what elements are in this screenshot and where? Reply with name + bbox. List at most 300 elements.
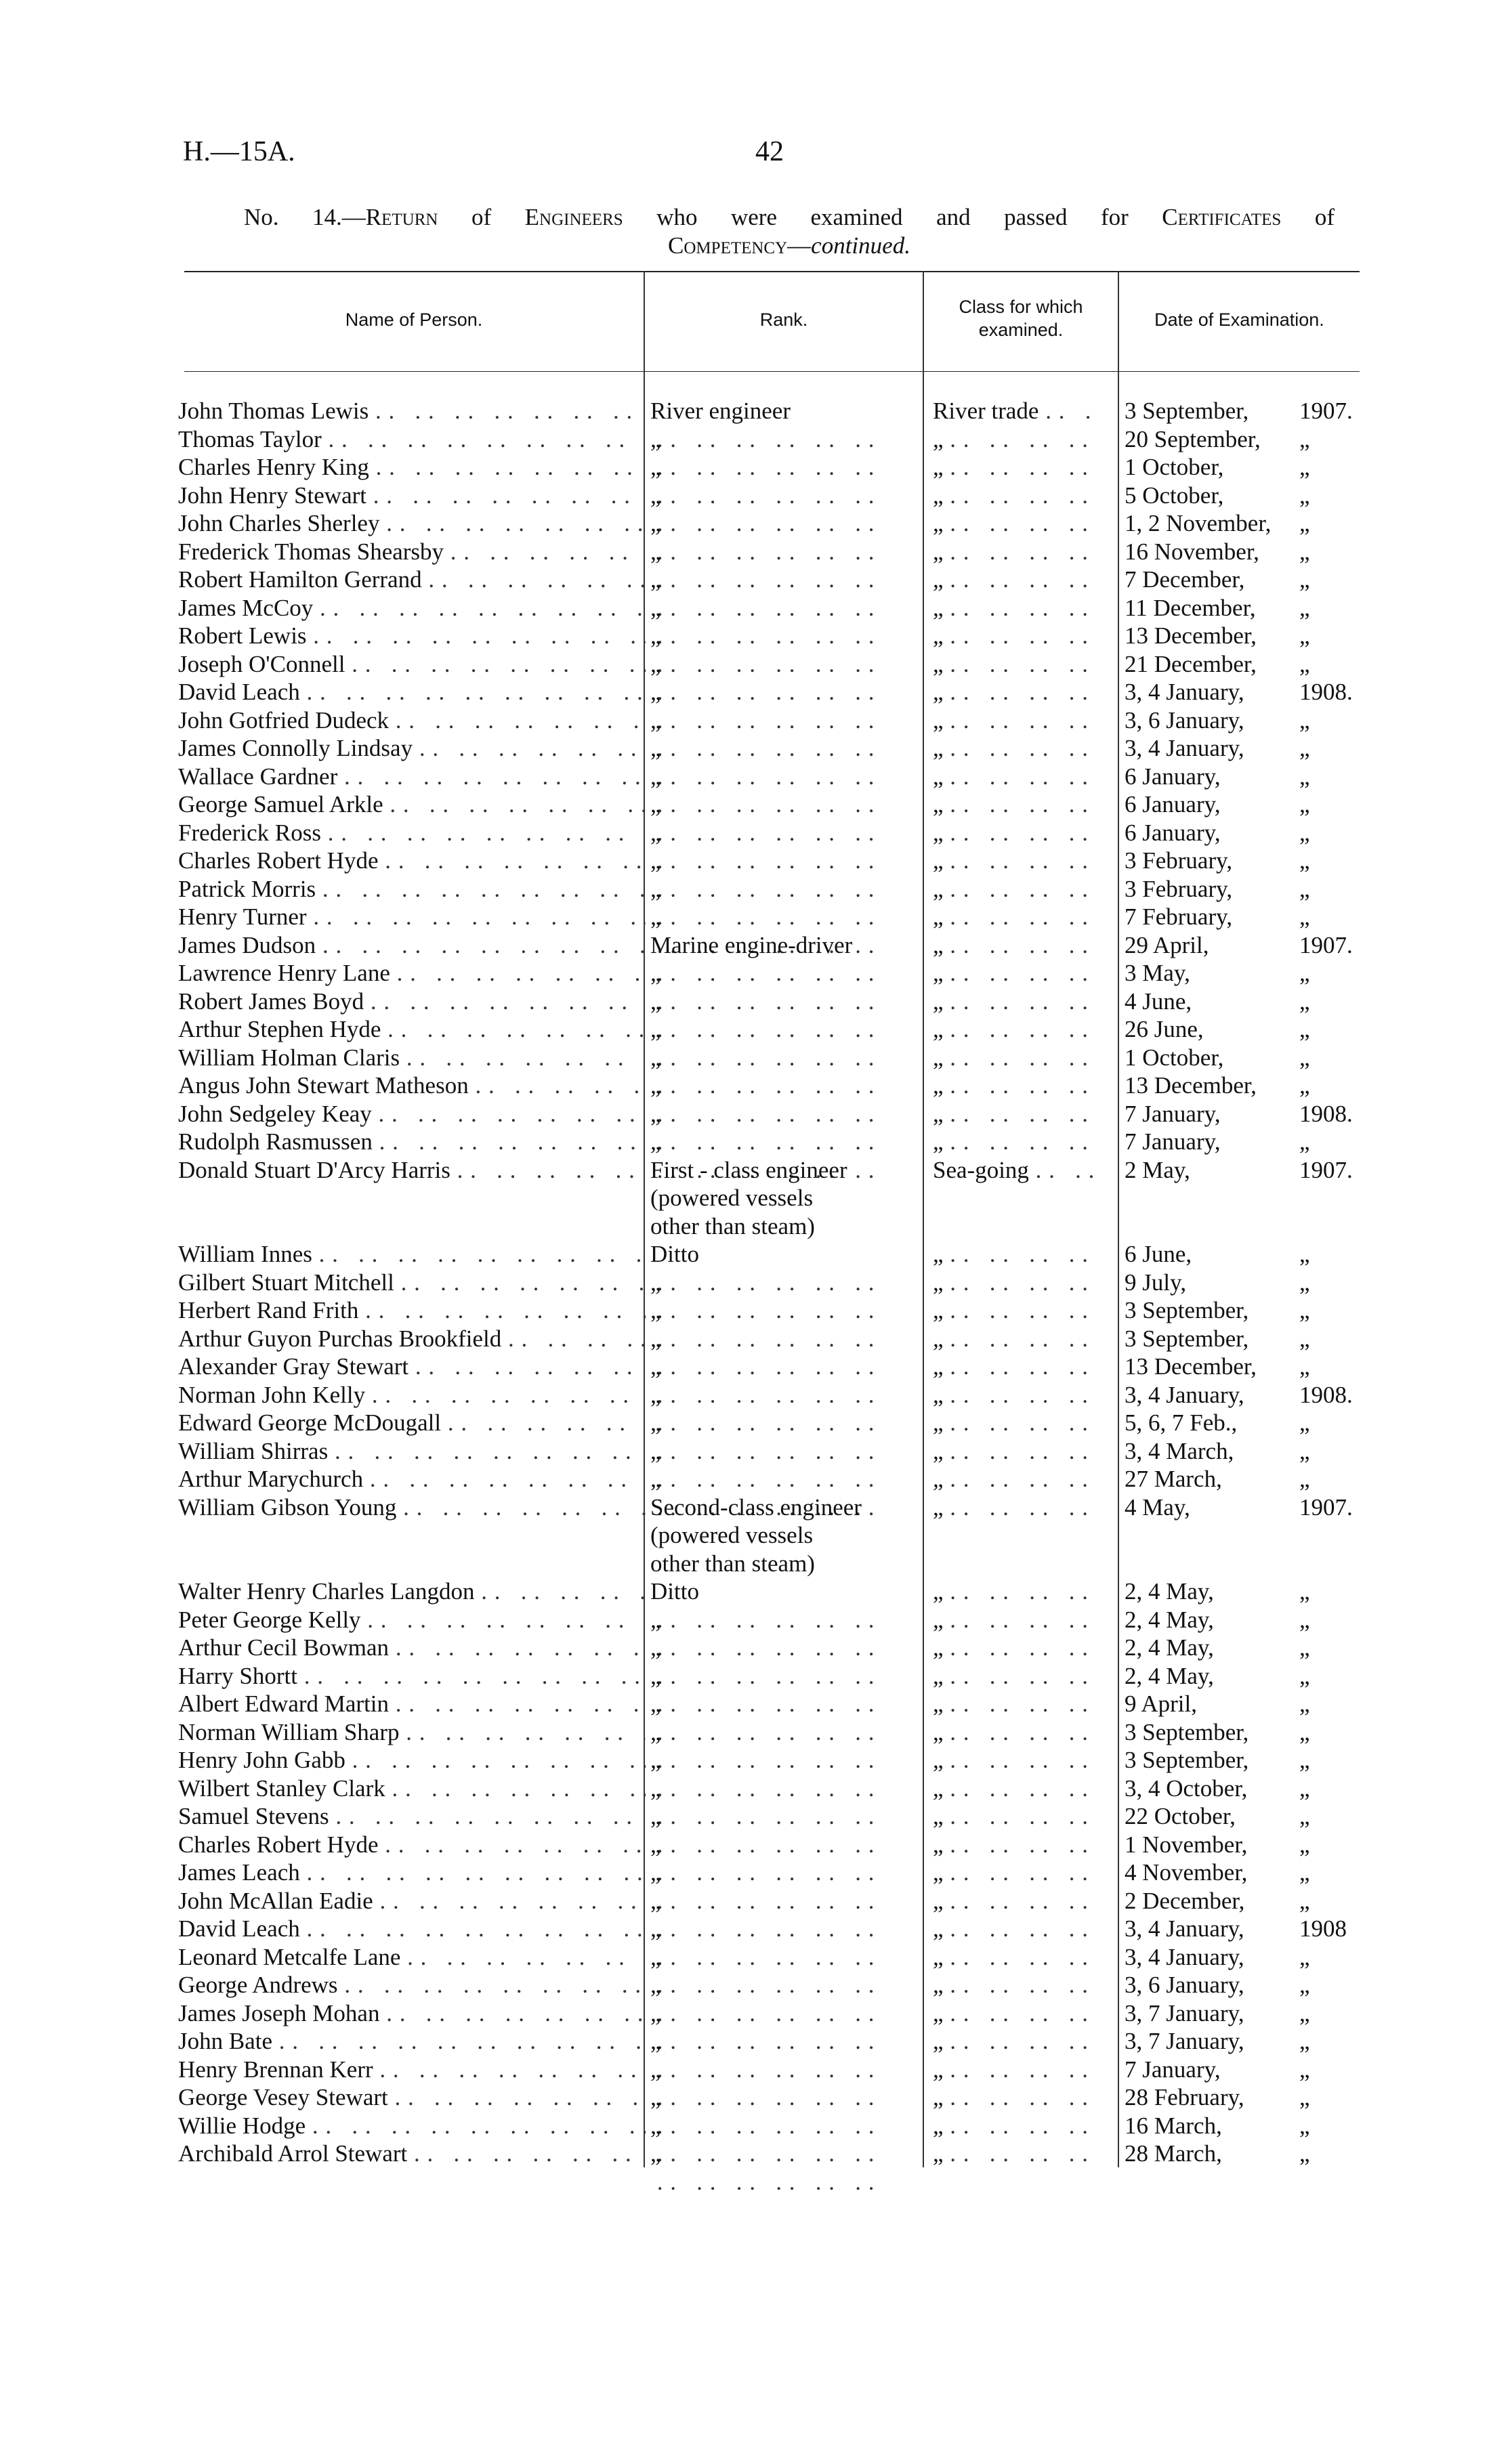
cell-name: George Samuel Arkle . . bbox=[178, 790, 646, 819]
cell-date-text: 1 October, bbox=[1125, 454, 1224, 480]
table-row bbox=[0, 1409, 1512, 1437]
table-row bbox=[0, 1577, 1512, 1606]
table-row bbox=[0, 2027, 1512, 2056]
cell-date-text: 11 December, bbox=[1125, 594, 1256, 621]
cell-rank: „ . . bbox=[650, 1775, 894, 1831]
cell-date-year: „ bbox=[1299, 735, 1310, 761]
table-row bbox=[0, 650, 1512, 679]
table-row bbox=[0, 1831, 1512, 1859]
cell-class: „ . . bbox=[933, 1831, 1093, 1859]
cell-date-year: „ bbox=[1299, 2084, 1310, 2110]
cell-date-text: 16 November, bbox=[1125, 538, 1259, 565]
cell-rank: Ditto . . bbox=[650, 1577, 894, 1634]
cell-name: Walter Henry Charles Langdon . . bbox=[178, 1577, 646, 1606]
cell-name: William Innes . . bbox=[178, 1240, 646, 1269]
cell-date-year: „ bbox=[1299, 706, 1310, 734]
cell-rank: „ . . bbox=[650, 1634, 894, 1690]
cell-date-year: 1908. bbox=[1299, 1100, 1353, 1127]
column-header-class-line-2: examined. bbox=[978, 320, 1064, 340]
cell-date-text: 7 February, bbox=[1125, 904, 1233, 930]
cell-rank: „ . . bbox=[650, 2056, 894, 2112]
cell-class: „ . . bbox=[933, 1071, 1093, 1100]
cell-date-text: 1 October, bbox=[1125, 1044, 1224, 1071]
caption-line-1: No. 14.—Return of Engineers who were examined and passed for Certificates of bbox=[244, 204, 1335, 230]
cell-date-year: „ bbox=[1299, 594, 1310, 621]
table-row bbox=[0, 1465, 1512, 1493]
cell-name: Robert Lewis . . bbox=[178, 622, 646, 650]
table-row bbox=[0, 1887, 1512, 1915]
cell-class: „ . . bbox=[933, 594, 1093, 622]
cell-rank: „ . . bbox=[650, 1409, 894, 1465]
cell-date-text: 4 November, bbox=[1125, 1859, 1248, 1886]
cell-date-year: „ bbox=[1299, 1634, 1310, 1661]
cell-rank: „ . . bbox=[650, 847, 894, 903]
cell-date-year: „ bbox=[1299, 1691, 1310, 1717]
cell-date-text: 4 May, bbox=[1125, 1493, 1190, 1521]
table-row bbox=[0, 2056, 1512, 2084]
cell-name: Henry Turner . . bbox=[178, 903, 646, 931]
cell-date-year: „ bbox=[1299, 1128, 1310, 1155]
cell-rank: „ . . bbox=[650, 903, 894, 959]
cell-date-year: „ bbox=[1299, 650, 1310, 677]
cell-name: Peter George Kelly . . bbox=[178, 1606, 646, 1634]
cell-name: Charles Robert Hyde . . bbox=[178, 1831, 646, 1859]
cell-date-text: 3, 4 January, bbox=[1125, 735, 1244, 761]
cell-rank: „ . . bbox=[650, 2140, 894, 2196]
cell-rank: „ . . bbox=[650, 1887, 894, 1943]
cell-date-text: 3, 6 January, bbox=[1125, 1972, 1244, 1998]
cell-date-year: „ bbox=[1299, 538, 1310, 565]
cell-class: „ . . bbox=[933, 1100, 1093, 1128]
cell-name: George Vesey Stewart . . bbox=[178, 2083, 646, 2112]
cell-rank: „ . . bbox=[650, 734, 894, 790]
table-row bbox=[0, 790, 1512, 819]
cell-date-text: 5, 6, 7 Feb., bbox=[1125, 1409, 1238, 1436]
table-row bbox=[0, 1662, 1512, 1691]
cell-date-text: 21 December, bbox=[1125, 650, 1257, 677]
cell-class: „ . . bbox=[933, 1381, 1093, 1409]
cell-class: „ . . bbox=[933, 959, 1093, 987]
cell-class: „ . . bbox=[933, 2056, 1093, 2084]
table-row bbox=[0, 594, 1512, 622]
cell-date-year: „ bbox=[1299, 1718, 1310, 1745]
cell-date-text: 5 October, bbox=[1125, 482, 1224, 509]
cell-class: „ . . bbox=[933, 482, 1093, 510]
cell-rank: „ . . bbox=[650, 1831, 894, 1887]
cell-date-text: 1, 2 November, bbox=[1125, 510, 1272, 536]
cell-name: Robert Hamilton Gerrand . . bbox=[178, 566, 646, 594]
cell-date-text: 6 January, bbox=[1125, 763, 1221, 790]
cell-name: Joseph O'Connell . . bbox=[178, 650, 646, 679]
table-row bbox=[0, 1100, 1512, 1128]
cell-class: „ . . bbox=[933, 1128, 1093, 1156]
cell-name: Patrick Morris . . bbox=[178, 875, 646, 904]
cell-date-year: 1908. bbox=[1299, 679, 1353, 705]
cell-class: „ . . bbox=[933, 1802, 1093, 1831]
cell-date-text: 6 January, bbox=[1125, 819, 1221, 846]
cell-date-year: „ bbox=[1299, 425, 1310, 452]
cell-name: Frederick Thomas Shearsby . . bbox=[178, 538, 646, 566]
cell-rank: „ . . bbox=[650, 987, 894, 1044]
cell-date-year: „ bbox=[1299, 1999, 1310, 2026]
cell-name: Gilbert Stuart Mitchell . . bbox=[178, 1269, 646, 1297]
cell-name: David Leach . . bbox=[178, 678, 646, 706]
cell-class: „ . . bbox=[933, 538, 1093, 566]
cell-class: „ . . bbox=[933, 1325, 1093, 1353]
page-number: 42 bbox=[755, 136, 784, 167]
table-row bbox=[0, 987, 1512, 1016]
cell-date-text: 7 January, bbox=[1125, 1128, 1221, 1155]
cell-class: „ . . bbox=[933, 425, 1093, 454]
cell-date-year: 1907. bbox=[1299, 931, 1353, 958]
cell-name: John Charles Sherley . . bbox=[178, 509, 646, 538]
cell-date-year: „ bbox=[1299, 1241, 1310, 1267]
cell-class: „ . . bbox=[933, 1634, 1093, 1662]
cell-date-text: 4 June, bbox=[1125, 987, 1192, 1015]
cell-class: „ . . bbox=[933, 1971, 1093, 1999]
cell-rank: Marine engine-driver . . bbox=[650, 931, 894, 987]
page-header-ref: H.—15A. bbox=[183, 136, 295, 167]
cell-class: „ . . bbox=[933, 763, 1093, 791]
cell-name: Donald Stuart D'Arcy Harris . . bbox=[178, 1156, 646, 1185]
cell-class: „ . . bbox=[933, 1606, 1093, 1634]
cell-rank: „ . . bbox=[650, 1071, 894, 1128]
cell-date-year: „ bbox=[1299, 1269, 1310, 1296]
cell-date-year: „ bbox=[1299, 1353, 1310, 1380]
cell-rank: „ . . bbox=[650, 2083, 894, 2140]
cell-name: Henry Brennan Kerr . . bbox=[178, 2056, 646, 2084]
table-row bbox=[0, 566, 1512, 594]
cell-rank: „ . . bbox=[650, 1100, 894, 1156]
cell-date-text: 2, 4 May, bbox=[1125, 1662, 1214, 1689]
cell-date-year: „ bbox=[1299, 1044, 1310, 1071]
cell-date-year: „ bbox=[1299, 763, 1310, 790]
cell-date-text: 20 September, bbox=[1125, 425, 1261, 452]
cell-name: Thomas Taylor . . bbox=[178, 425, 646, 454]
cell-class: „ . . bbox=[933, 1746, 1093, 1775]
cell-date-year: „ bbox=[1299, 1578, 1310, 1605]
cell-name: Arthur Marychurch . . bbox=[178, 1465, 646, 1493]
cell-date-year: 1908 bbox=[1299, 1915, 1347, 1942]
table-row bbox=[0, 2112, 1512, 2140]
cell-name: Harry Shortt . . bbox=[178, 1662, 646, 1691]
cell-rank: „ . . bbox=[650, 819, 894, 875]
cell-rank: „ . . bbox=[650, 1999, 894, 2056]
cell-rank: „ . . bbox=[650, 1437, 894, 1493]
table-row bbox=[0, 453, 1512, 482]
cell-date-text: 2, 4 May, bbox=[1125, 1606, 1214, 1633]
column-header-date: Date of Examination. bbox=[1154, 310, 1324, 330]
cell-date-text: 3 May, bbox=[1125, 960, 1190, 986]
table-row bbox=[0, 1915, 1512, 1943]
cell-class: „ . . bbox=[933, 706, 1093, 735]
table-row bbox=[0, 1999, 1512, 2028]
cell-date-text: 7 January, bbox=[1125, 1100, 1221, 1127]
cell-date-text: 7 December, bbox=[1125, 566, 1245, 593]
cell-date-text: 22 October, bbox=[1125, 1803, 1236, 1829]
cell-class: „ . . bbox=[933, 1465, 1093, 1493]
table-row bbox=[0, 1381, 1512, 1409]
table-row bbox=[0, 875, 1512, 904]
cell-date-year: „ bbox=[1299, 1606, 1310, 1633]
cell-rank: „ . . bbox=[650, 1690, 894, 1746]
cell-rank: „ . . bbox=[650, 1915, 894, 1971]
table-row bbox=[0, 1325, 1512, 1353]
cell-name: John Sedgeley Keay . . bbox=[178, 1100, 646, 1128]
table-row bbox=[0, 1437, 1512, 1466]
cell-date-year: „ bbox=[1299, 622, 1310, 649]
cell-rank: „ . . bbox=[650, 1044, 894, 1100]
cell-rank: „ . . bbox=[650, 538, 894, 594]
cell-name: Herbert Rand Frith . . bbox=[178, 1296, 646, 1325]
table-row bbox=[0, 903, 1512, 931]
cell-date-year: „ bbox=[1299, 2056, 1310, 2083]
cell-class: „ . . bbox=[933, 622, 1093, 650]
cell-rank: „ . . bbox=[650, 1015, 894, 1071]
cell-date-year: „ bbox=[1299, 847, 1310, 874]
cell-name: Alexander Gray Stewart . . bbox=[178, 1353, 646, 1381]
table-row bbox=[0, 1353, 1512, 1381]
cell-class: „ . . bbox=[933, 847, 1093, 875]
cell-name: Arthur Stephen Hyde . . bbox=[178, 1015, 646, 1044]
table-row bbox=[0, 509, 1512, 538]
table-row bbox=[0, 1746, 1512, 1775]
cell-class: „ . . bbox=[933, 1915, 1093, 1943]
cell-date-year: „ bbox=[1299, 1943, 1310, 1970]
cell-class: „ . . bbox=[933, 1858, 1093, 1887]
cell-name: James Dudson . . bbox=[178, 931, 646, 960]
cell-class: „ . . bbox=[933, 1353, 1093, 1381]
cell-date-text: 3 February, bbox=[1125, 875, 1233, 902]
table-caption bbox=[244, 203, 1335, 260]
cell-class: „ . . bbox=[933, 509, 1093, 538]
cell-rank: „ . . bbox=[650, 706, 894, 763]
cell-rank: „ . . bbox=[650, 790, 894, 847]
cell-date-year: „ bbox=[1299, 875, 1310, 902]
table-row bbox=[0, 1606, 1512, 1634]
cell-name: Charles Henry King . . bbox=[178, 453, 646, 482]
cell-date-year: 1907. bbox=[1299, 398, 1353, 424]
cell-rank: „ . . bbox=[650, 1718, 894, 1775]
cell-date-text: 3, 4 January, bbox=[1125, 1943, 1244, 1970]
cell-rank: „ . . bbox=[650, 482, 894, 538]
cell-date-year: „ bbox=[1299, 791, 1310, 817]
cell-class: „ . . bbox=[933, 1718, 1093, 1747]
cell-date-text: 13 December, bbox=[1125, 1353, 1257, 1380]
cell-rank: „ . . bbox=[650, 453, 894, 509]
cell-date-year: „ bbox=[1299, 1887, 1310, 1914]
cell-class: „ . . bbox=[933, 650, 1093, 679]
cell-date-year: „ bbox=[1299, 1409, 1310, 1436]
cell-date-text: 3, 4 October, bbox=[1125, 1775, 1248, 1802]
cell-class: „ . . bbox=[933, 1015, 1093, 1044]
cell-rank: Second-class engineer (powered vessels other than steam) bbox=[650, 1493, 862, 1577]
cell-date-year: 1907. bbox=[1299, 1493, 1353, 1521]
cell-class: „ . . bbox=[933, 1577, 1093, 1606]
cell-date-year: „ bbox=[1299, 1747, 1310, 1773]
cell-class: „ . . bbox=[933, 1999, 1093, 2028]
cell-date-text: 3 September, bbox=[1125, 1718, 1249, 1745]
cell-date-text: 9 April, bbox=[1125, 1691, 1197, 1717]
cell-rank: „ . . bbox=[650, 1325, 894, 1381]
table-row bbox=[0, 2083, 1512, 2112]
cell-name: Edward George McDougall . . bbox=[178, 1409, 646, 1437]
header-bottom-rule bbox=[184, 371, 1360, 372]
cell-rank: „ . . bbox=[650, 594, 894, 650]
cell-date-text: 27 March, bbox=[1125, 1466, 1222, 1492]
cell-class: „ . . bbox=[933, 790, 1093, 819]
cell-date-year: „ bbox=[1299, 819, 1310, 846]
cell-date-text: 2, 4 May, bbox=[1125, 1634, 1214, 1661]
cell-class: „ . . bbox=[933, 987, 1093, 1016]
cell-date-year: „ bbox=[1299, 1016, 1310, 1042]
cell-name: William Shirras . . bbox=[178, 1437, 646, 1466]
cell-name: Arthur Cecil Bowman . . bbox=[178, 1634, 646, 1662]
cell-name: Henry John Gabb . . bbox=[178, 1746, 646, 1775]
table-row bbox=[0, 1690, 1512, 1718]
table-row bbox=[0, 1971, 1512, 1999]
cell-date-text: 3, 4 January, bbox=[1125, 1381, 1244, 1408]
cell-name: George Andrews . . bbox=[178, 1971, 646, 1999]
cell-rank: „ . . bbox=[650, 1606, 894, 1662]
table-row bbox=[0, 763, 1512, 791]
table-row bbox=[0, 1269, 1512, 1297]
column-header-class bbox=[924, 295, 1118, 341]
cell-date-text: 29 April, bbox=[1125, 931, 1209, 958]
cell-name: James Leach . . bbox=[178, 1858, 646, 1887]
cell-date-year: „ bbox=[1299, 1072, 1310, 1099]
table-row bbox=[0, 678, 1512, 706]
cell-date-year: „ bbox=[1299, 1831, 1310, 1858]
cell-date-year: „ bbox=[1299, 960, 1310, 986]
cell-name: Leonard Metcalfe Lane . . bbox=[178, 1943, 646, 1972]
column-header-name: Name of Person. bbox=[345, 310, 483, 330]
cell-date-text: 3 September, bbox=[1125, 1325, 1249, 1352]
cell-rank: „ . . bbox=[650, 1465, 894, 1521]
table-row bbox=[0, 2140, 1512, 2168]
cell-name: Charles Robert Hyde . . bbox=[178, 847, 646, 875]
cell-date-year: „ bbox=[1299, 1325, 1310, 1352]
cell-rank: „ . . bbox=[650, 1971, 894, 2027]
table-row bbox=[0, 734, 1512, 763]
cell-rank: „ . . bbox=[650, 1269, 894, 1325]
cell-name: Albert Edward Martin . . bbox=[178, 1690, 646, 1718]
cell-rank: „ . . bbox=[650, 1381, 894, 1437]
cell-date-year: „ bbox=[1299, 2140, 1310, 2167]
table-row bbox=[0, 819, 1512, 847]
cell-name: John Thomas Lewis . . bbox=[178, 397, 646, 425]
column-header-rank: Rank. bbox=[759, 310, 808, 330]
cell-class: „ . . bbox=[933, 931, 1093, 960]
table-body bbox=[0, 397, 1512, 2168]
cell-class: „ . . bbox=[933, 903, 1093, 931]
cell-date-text: 28 March, bbox=[1125, 2140, 1222, 2167]
cell-date-text: 1 November, bbox=[1125, 1831, 1248, 1858]
table-row bbox=[0, 1156, 1512, 1241]
table-row bbox=[0, 1044, 1512, 1072]
cell-class: „ . . bbox=[933, 1240, 1093, 1269]
cell-rank: „ . . bbox=[650, 763, 894, 819]
cell-date-text: 13 December, bbox=[1125, 622, 1257, 649]
cell-rank: First - class engineer (powered vessels other than steam) bbox=[650, 1156, 847, 1239]
table-row bbox=[0, 1128, 1512, 1156]
cell-name: Robert James Boyd . . bbox=[178, 987, 646, 1016]
cell-date-year: „ bbox=[1299, 1859, 1310, 1886]
cell-name: Norman John Kelly . . bbox=[178, 1381, 646, 1409]
cell-class: „ . . bbox=[933, 1662, 1093, 1691]
cell-rank: „ . . bbox=[650, 1746, 894, 1802]
cell-name: William Holman Claris . . bbox=[178, 1044, 646, 1072]
cell-name: James McCoy . . bbox=[178, 594, 646, 622]
cell-class: „ . . bbox=[933, 819, 1093, 847]
cell-rank: „ . . bbox=[650, 959, 894, 1015]
cell-date-text: 3, 6 January, bbox=[1125, 706, 1244, 734]
cell-date-year: „ bbox=[1299, 482, 1310, 509]
cell-name: John Gotfried Dudeck . . bbox=[178, 706, 646, 735]
table-row bbox=[0, 1071, 1512, 1100]
cell-date-text: 28 February, bbox=[1125, 2084, 1244, 2110]
cell-date-text: 3 September, bbox=[1125, 1297, 1249, 1323]
cell-name: Norman William Sharp . . bbox=[178, 1718, 646, 1747]
cell-name: Arthur Guyon Purchas Brookfield . . bbox=[178, 1325, 646, 1353]
cell-date-text: 3, 4 January, bbox=[1125, 679, 1244, 705]
cell-class: „ . . bbox=[933, 1493, 1093, 1522]
cell-class: „ . . bbox=[933, 1409, 1093, 1437]
cell-date-text: 3 September, bbox=[1125, 1747, 1249, 1773]
cell-name: Angus John Stewart Matheson . . bbox=[178, 1071, 646, 1100]
cell-rank: „ . . bbox=[650, 425, 894, 482]
cell-name: Willie Hodge . . bbox=[178, 2112, 646, 2140]
cell-date-text: 16 March, bbox=[1125, 2112, 1222, 2139]
table-row bbox=[0, 1015, 1512, 1044]
cell-rank: „ . . bbox=[650, 650, 894, 706]
cell-rank: „ . . bbox=[650, 1943, 894, 1999]
table-row bbox=[0, 1240, 1512, 1269]
cell-date-year: „ bbox=[1299, 1972, 1310, 1998]
cell-name: John McAllan Eadie . . bbox=[178, 1887, 646, 1915]
cell-name: Wilbert Stanley Clark . . bbox=[178, 1775, 646, 1803]
cell-date-text: 3, 7 January, bbox=[1125, 2028, 1244, 2054]
table-row bbox=[0, 1775, 1512, 1803]
table-row bbox=[0, 847, 1512, 875]
cell-date-year: „ bbox=[1299, 1803, 1310, 1829]
table-row bbox=[0, 1943, 1512, 1972]
table-row bbox=[0, 1802, 1512, 1831]
cell-date-text: 2 May, bbox=[1125, 1156, 1190, 1183]
cell-date-year: „ bbox=[1299, 904, 1310, 930]
table-row bbox=[0, 1858, 1512, 1887]
table-row bbox=[0, 706, 1512, 735]
cell-date-year: „ bbox=[1299, 2112, 1310, 2139]
column-header-class-line-1: Class for which bbox=[959, 297, 1083, 317]
cell-rank: „ . . bbox=[650, 509, 894, 566]
cell-date-year: „ bbox=[1299, 454, 1310, 480]
table-row bbox=[0, 1296, 1512, 1325]
table-row bbox=[0, 425, 1512, 454]
cell-name: Archibald Arrol Stewart . . bbox=[178, 2140, 646, 2168]
cell-rank: „ . . bbox=[650, 622, 894, 678]
cell-class: „ . . bbox=[933, 1269, 1093, 1297]
cell-rank: „ . . bbox=[650, 2112, 894, 2168]
cell-rank: Ditto . . bbox=[650, 1240, 894, 1296]
cell-class: „ . . bbox=[933, 2083, 1093, 2112]
cell-rank: River engineer . . bbox=[650, 397, 894, 453]
caption-line-2: Competency—continued. bbox=[668, 232, 910, 259]
cell-date-text: 3, 4 March, bbox=[1125, 1437, 1234, 1464]
cell-date-year: 1907. bbox=[1299, 1156, 1353, 1183]
table-row bbox=[0, 397, 1512, 425]
cell-date-text: 6 June, bbox=[1125, 1241, 1192, 1267]
